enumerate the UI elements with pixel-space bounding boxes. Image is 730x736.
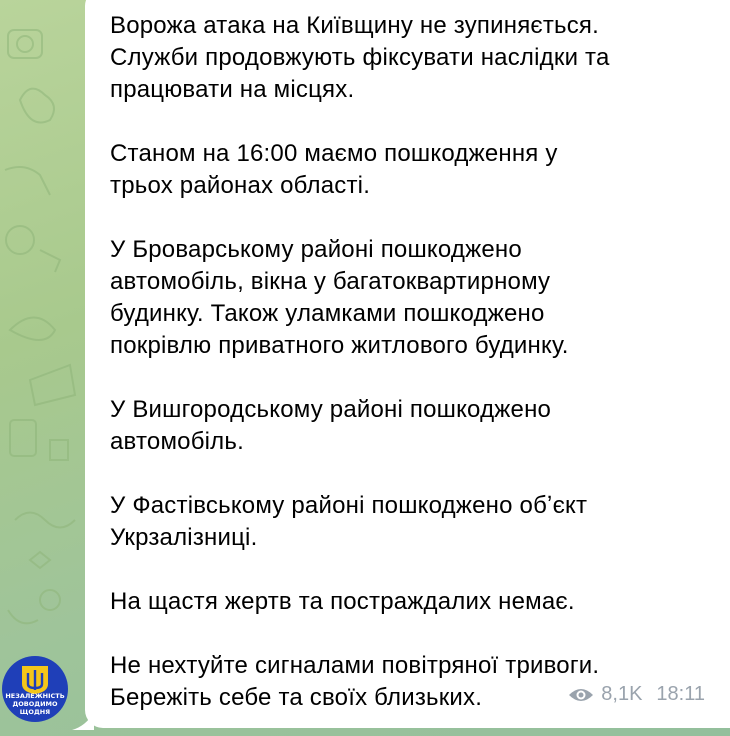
message-paragraph: У Вишгородському районі пошкоджено автомобіль. xyxy=(110,396,552,455)
message-time: 18:11 xyxy=(656,683,705,705)
eye-icon xyxy=(567,685,595,705)
avatar-caption-line: НЕЗАЛЕЖНІСТЬ xyxy=(5,692,65,700)
message-paragraph: У Броварському районі пошкоджено автомобіль, вікна у багатоквартирному будинку. Також уламками пошкоджено покрівлю приватного житлового будинку. xyxy=(110,236,569,359)
message-paragraph: На щастя жертв та постраждалих немає. xyxy=(110,588,575,615)
message-paragraph: Ворожа атака на Київщину не зупиняється. Служби продовжують фіксувати наслідки та працювати на місцях. xyxy=(110,12,610,103)
avatar-caption-line: ДОВОДИМО ЩОДНЯ xyxy=(12,700,58,716)
channel-avatar[interactable] xyxy=(2,656,68,722)
message-paragraph: У Фастівському районі пошкоджено обʼєкт Укрзалізниці. xyxy=(110,492,588,551)
message-meta xyxy=(567,683,705,706)
view-count: 8,1K xyxy=(601,683,643,705)
message-text xyxy=(110,10,710,714)
message-paragraph: Не нехтуйте сигналами повітряної тривоги. Бережіть себе та своїх близьких. xyxy=(110,652,600,711)
avatar-caption xyxy=(2,692,68,716)
message-paragraph: Станом на 16:00 маємо пошкодження у трьох районах області. xyxy=(110,140,558,199)
